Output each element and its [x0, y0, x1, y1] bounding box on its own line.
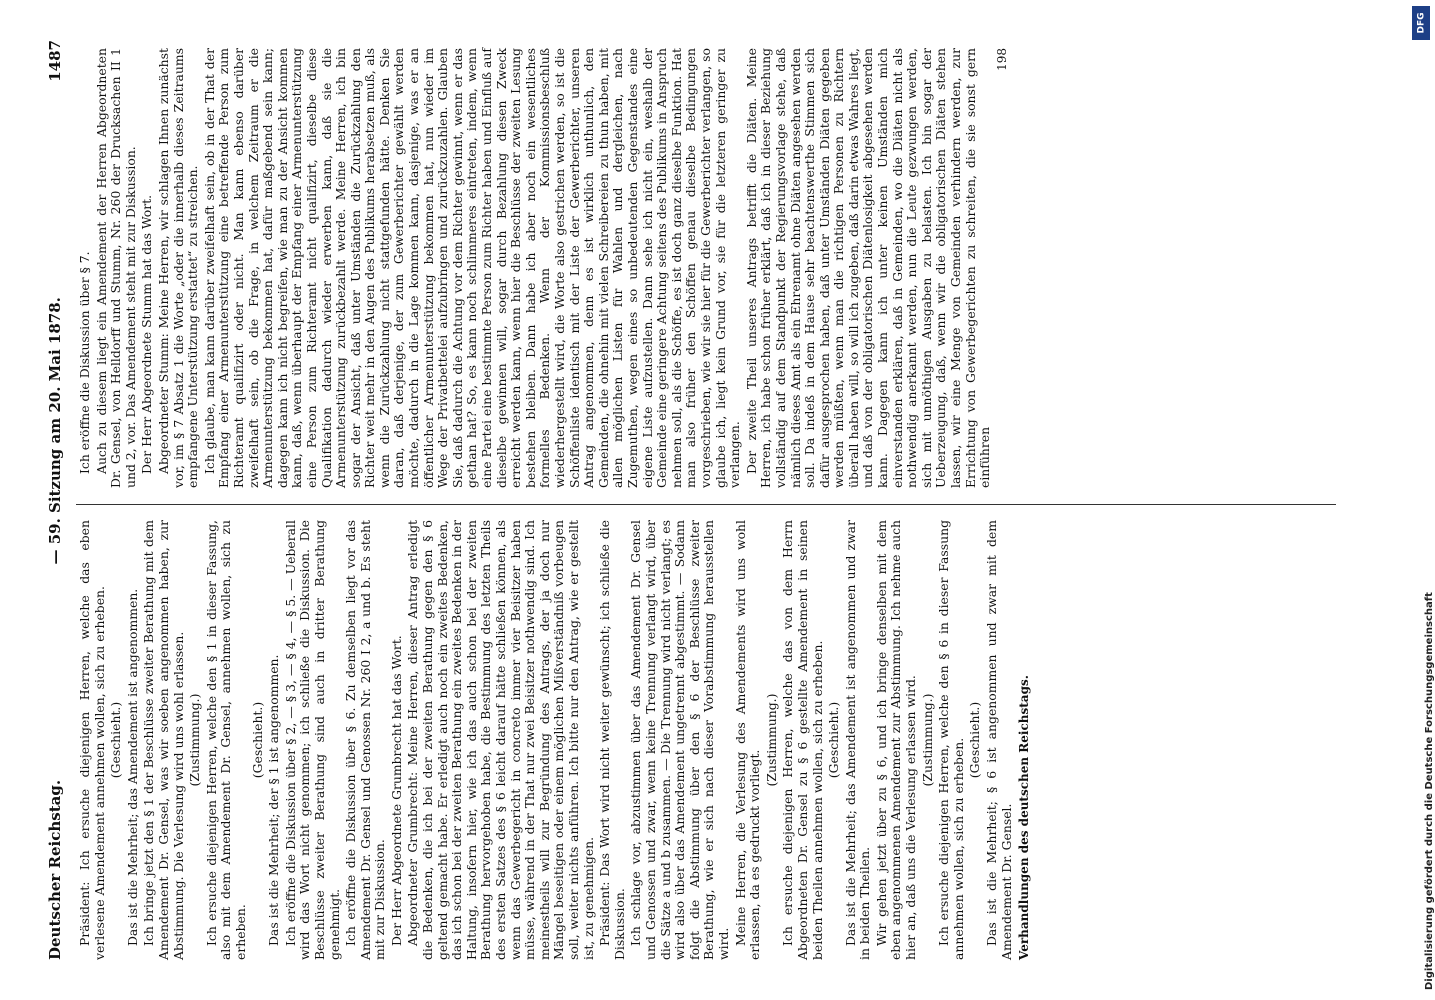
paragraph: Abgeordneter Stumm: Meine Herren, wir schlagen Ihnen zunächst vor, im § 7 Absatz 1 die Worte „oder die innerhalb dieses Zeitraums empfangene Unterstützung erstattet“ zu streichen.: [155, 48, 201, 488]
paragraph: Präsident: Das Wort wird nicht weiter gewünscht; ich schließe die Diskussion.: [597, 520, 627, 960]
page-header: [40, 40, 70, 960]
paragraph: Meine Herren, die Verlesung des Amendements wird uns wohl erlassen, da es gedruckt vorliegt.: [732, 520, 763, 960]
paragraph: Wir gehen jetzt über zu § 6, und ich bringe denselben mit dem eben angenommenen Amendement zur Abstimmung. Ich nehme auch hier an, daß uns die Verlesung erlassen wird.: [873, 520, 919, 960]
stage-direction: (Zustimmung.): [919, 693, 935, 787]
stage-direction: (Geschieht.): [249, 701, 265, 779]
left-footer: Verhandlungen des deutschen Reichstags.: [1017, 675, 1032, 960]
paragraph: Der zweite Theil unseres Antrags betrifft die Diäten. Meine Herren, ich habe schon früher erklärt, daß ich in dieser Beziehung vollständig auf dem Standpunkt der Regierungsvorlage stehe, daß nämlich dieses Amt als ein Ehrenamt ohne Diäten angesehen werden soll. Da indeß in dem Hause sehr beachtenswerthe Stimmen sich dafür ausgesprochen haben, daß unter Umständen Diäten gegeben werden müßten, wenn man die richtigen Personen zu Richtern überall haben will, so will ich zugeben, daß darin etwas Wahres liegt, und daß von der obligatorischen Diätenlosigkeit abgesehen werden kann. Dagegen kann ich unter keinen Umständen mich einverstanden erklären, daß in Gemeinden, wo die Diäten nicht als nothwendig anerkannt werden, nun die Leute gezwungen werden, sich mit unnöthigen Ausgaben zu belasten. Ich bin sogar der Ueberzeugung, daß, wenn wir die obligatorischen Diäten stehen lassen, wir eine Menge von Gemeinden verhindern werden, zur Errichtung von Gewerbegerichten zu schreiten, die sie sonst gern einführen: [743, 48, 993, 488]
rotated-content: [40, 40, 1360, 960]
stage-direction: (Geschieht.): [108, 701, 124, 779]
paragraph: Präsident: Ich ersuche diejenigen Herren, welche das eben verlesene Amendement annehmen wollen, sich zu erheben.: [77, 520, 107, 960]
paragraph: Das ist die Mehrheit; das Amendement ist angenommen und zwar in beiden Theilen.: [842, 520, 873, 960]
paragraph: Der Herr Abgeordnete Grumbrecht hat das Wort.: [388, 635, 404, 946]
paragraph: Ich ersuche diejenigen Herren, welche den § 1 in dieser Fassung, also mit dem Amendement Dr. Gensel, annehmen wollen, sich zu erheben.: [203, 520, 248, 960]
right-column: [78, 48, 1338, 488]
paragraph: Ich bringe jetzt den § 1 der Beschlüsse zweiter Berathung mit dem Amendement Dr. Gensel, was wir soeben angenommen haben, zur Abstimmung. Die Verlesung wird uns wohl erlassen.: [141, 520, 186, 960]
paragraph: Ich eröffne die Diskussion über § 6. Zu demselben liegt vor das Amendement Dr. Gensel und Genossen Nr. 260 I 2, a und b. Es steht mit zur Diskussion.: [343, 520, 388, 960]
paragraph: Ich ersuche diejenigen Herren, welche das von dem Herrn Abgeordneten Dr. Gensel zu § 6 gestellte Amendement in seinen beiden Theilen annehmen wollen, sich zu erheben.: [780, 520, 825, 960]
stage-direction: (Geschieht.): [967, 701, 983, 779]
paragraph: Abgeordneter Grumbrecht: Meine Herren, dieser Antrag erledigt die Bedenken, die ich bei der zweiten Berathung gegen den § 6 geltend gemacht habe. Er erledigt auch noch ein zweites Bedenken, das ich schon bei der zweiten Berathung ein zweites Bedenken in der Haltung, insofern hier, wie ich das auch schon bei der zweiten Berathung hervorgehoben habe, die Bestimmung des letzten Theils des ersten Satzes des § 6 leicht darauf hätte schließen können, als wenn das Gewerbegericht in concreto immer vier Beisitzer haben müsse, während in der That nur zwei Beisitzer nothwendig sind. Ich meinestheils will zur Begründung des Antrags, der ja doch nur Mängel beseitigen oder einem möglichen Mißverständniß vorbeugen soll, weiter nichts anführen. Ich bitte nur den Antrag, wie er gestellt ist, zu genehmigen.: [405, 520, 596, 960]
dfg-logo-text: DFG: [1416, 12, 1427, 34]
stage-direction: (Geschieht.): [826, 701, 842, 779]
stage-direction: (Zustimmung.): [187, 693, 203, 787]
dfg-logo[interactable]: [1412, 6, 1430, 40]
page-number: 1487: [46, 40, 64, 82]
paragraph: Ich eröffne die Diskussion über § 7.: [77, 251, 92, 474]
column-divider: [76, 504, 1336, 505]
signature-number: 198: [994, 48, 1009, 71]
paragraph: Das ist die Mehrheit; das Amendement ist angenommen.: [124, 588, 140, 946]
paragraph: Auch zu diesem liegt ein Amendement der Herren Abgeordneten Dr. Gensel, von Helldorff und Stumm, Nr. 260 der Drucksachen II 1 und 2, vor. Das Amendement steht mit zur Diskussion.: [93, 48, 138, 488]
digitization-credit: [1404, 0, 1435, 1000]
paragraph: Ich schlage vor, abzustimmen über das Amendement Dr. Gensel und Genossen und zwar, wenn keine Trennung verlangt wird, über die Sätze a und b zusammen. — Die Trennung wird nicht verlangt; es wird also über das Amendement ungetrennt abgestimmt. — Sodann folgt die Abstimmung über den § 6 der Beschlüsse zweiter Berathung, wie er sich nach dieser Vorabstimmung herausstellen wird.: [628, 520, 731, 960]
paragraph: Der Herr Abgeordnete Stumm hat das Wort.: [139, 194, 155, 474]
paragraph: Das ist die Mehrheit; § 6 ist angenommen und zwar mit dem Amendement Dr. Gensel.: [984, 520, 1014, 960]
stage-direction: (Zustimmung.): [763, 693, 779, 787]
left-column: [78, 520, 1338, 960]
credit-text: Digitalisierung gefördert durch die Deutsche Forschungsgemeinschaft: [1424, 592, 1435, 990]
paragraph: Ich ersuche diejenigen Herren, welche den § 6 in dieser Fassung annehmen wollen, sich zu erheben.: [936, 520, 966, 960]
paragraph: Das ist die Mehrheit; der § 1 ist angenommen.: [266, 654, 282, 946]
paragraph: Ich glaube, man kann darüber zweifelhaft sein, ob in der That der Empfang einer Armenunterstützung eine betreffende Person zum Richteramt qualifizirt oder nicht. Man kann ebenso darüber zweifelhaft sein, ob die Frage, in welchem Zeitraum er die Armenunterstützung bekommen hat, dafür maßgebend sein kann; dagegen kann ich nicht begreifen, wie man zu der Ansicht kommen kann, daß, wenn überhaupt der Empfang einer Armenunterstützung eine Person zum Richteramt nicht qualifizirt, dieselbe diese Qualifikation dadurch wieder erwerben kann, daß sie die Armenunterstützung zurückbezahlt werde. Meine Herren, ich bin sogar der Ansicht, daß unter Umständen die Zurückzahlung den Richter weit mehr in den Augen des Publikums herabsetzen muß, als wenn die Zurückzahlung nicht stattgefunden hätte. Denken Sie daran, daß derjenige, der zum Gewerberichter gewählt werden möchte, dadurch in die Lage kommen kann, dasjenige, was er an öffentlicher Armenunterstützung bekommen hat, nun wieder im Wege der Privatbettelei aufzubringen und zurückzuzahlen. Glauben Sie, daß dadurch die Achtung vor dem Richter gewinnt, wenn er das gethan hat? So, es kann noch schlimmeres eintreten, indem, wenn eine Partei eine bestimmte Person zum Richter haben und Einfluß auf dieselbe gewinnen will, sogar durch Bezahlung diesen Zweck erreicht werden kann, wenn hier die Beschlüsse der zweiten Lesung bestehen bleiben. Dann habe ich aber noch ein wesentliches formelles Bedenken. Wenn der Kommissionsbeschluß wiederhergestellt wird, die Worte also gestrichen werden, so ist die Schöffenliste identisch mit der Liste der Gewerberichter, unseren Antrag angenommen, denn es ist wirklich unthunlich, den Gemeinden, die ohnehin mit vielen Schreibereien zu thun haben, mit allen möglichen Listen für Wahlen und dergleichen, nach Zugemuthen, wegen eines so unbedeutenden Gegenstandes eine eigene Liste aufzustellen. Dann sehe ich nicht ein, weshalb der Gemeinde eine geringere Achtung seitens des Publikums in Anspruch nehmen soll, als die Schöffe, es ist doch ganz dieselbe Funktion. Hat man also früher den Schöffen genau dieselbe Bedingungen vorgeschrieben, wie wir sie hier für die Gewerberichter verlangen, so glaube ich, liegt kein Grund vor, sie für die letzteren geringer zu verlangen.: [201, 48, 743, 488]
header-session: — 59. Sitzung am 20. Mai 1878.: [46, 297, 64, 565]
paragraph: Ich eröffne die Diskussion über § 2, — § 3, — § 4, — § 5. — Ueberall wird das Wort nicht genommen; ich schließe die Diskussion. Die Beschlüsse zweiter Berathung sind auch in dritter Berathung genehmigt.: [282, 520, 342, 960]
header-title: Deutscher Reichstag.: [46, 779, 64, 960]
